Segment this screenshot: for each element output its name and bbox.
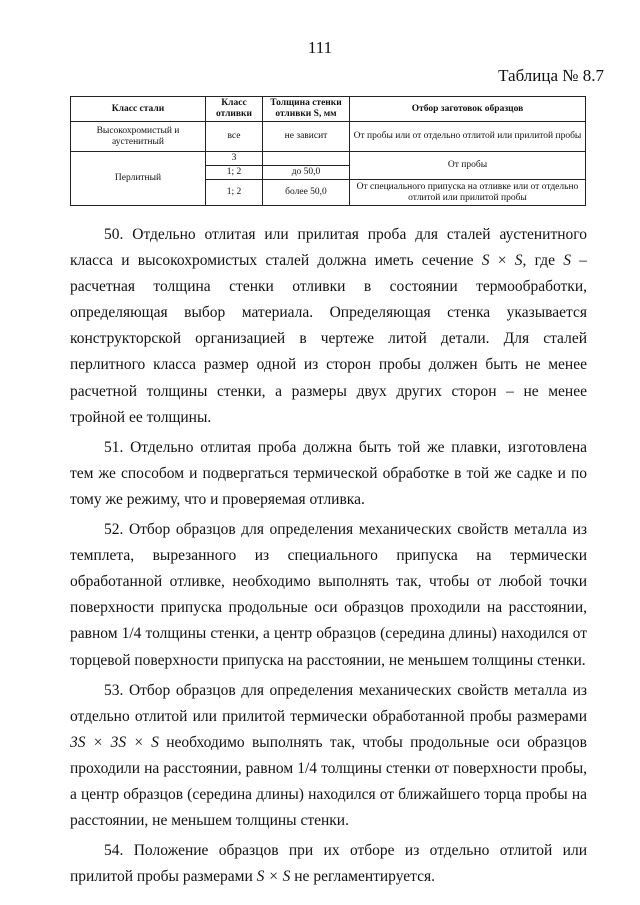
cell-casting-class: 1; 2 (206, 166, 263, 180)
math-dimensions: 3S × 3S × S (70, 733, 159, 751)
paragraph-50 (70, 222, 587, 431)
paragraph-text: необходимо выполнять так, чтобы продольные оси образцов проходили на расстоянии, равном 1/4 толщины стенки от поверхности пробы, а центр образцов (середина длины) находился от ближайшего торца пробы на расстоянии, не меньшем толщины стенки. (70, 733, 587, 830)
table-header-row (71, 97, 586, 122)
paragraph-text: , где (522, 252, 564, 270)
paragraph-text: 53. Отбор образцов для определения механических свойств металла из отдельно отлитой или прилитой термически обработанной пробы размерами (70, 681, 587, 725)
paragraph-53 (70, 678, 587, 835)
cell-sampling: От пробы (350, 152, 586, 180)
math-symbol: S (563, 252, 571, 270)
table-row (71, 122, 586, 152)
table-caption: Таблица № 8.7 (498, 66, 604, 85)
cell-thickness (263, 152, 350, 166)
math-symbol: S (514, 252, 523, 270)
body-text (70, 222, 587, 894)
cell-steel: Высокохромистый и аустенитный (71, 122, 206, 152)
cell-sampling: От пробы или от отдельно отлитой или прилитой пробы (350, 122, 586, 152)
paragraph-51: 51. Отдельно отлитая проба должна быть той же плавки, изготовлена тем же способом и подвергаться термической обработке в той же садке и по тому же режиму, что и проверяемая отливка. (70, 438, 587, 508)
cell-thickness: не зависит (263, 122, 350, 152)
header-steel-class: Класс стали (71, 97, 206, 122)
cell-sampling: От специального припуска на отливке или от отдельно отлитой или прилитой пробы (350, 180, 586, 206)
cell-steel: Перлитный (71, 152, 206, 206)
header-sampling: Отбор заготовок образцов (350, 97, 586, 122)
paragraph-52: 52. Отбор образцов для определения механических свойств металла из темплета, вырезанного из специального припуска на термически обработанной отливке, необходимо выполнять так, чтобы от любой точки поверхности припуска продольные оси образцов проходили на расстоянии, равном 1/4 толщины стенки, а центр образцов (середина длины) находился от торцевой поверхности припуска на расстоянии, не меньшем толщины стенки. (70, 521, 587, 669)
paragraph-54 (70, 838, 587, 890)
paragraph-text: 54. Положение образцов при их отборе из отдельно отлитой или прилитой пробы размерами (70, 842, 587, 886)
paragraph-text: – расчетная толщина стенки отливки в состоянии термообработки, определяющая выбор материала. Определяющая стенка указывается конструкторской организацией в чертеже литой детали. Для сталей перлитного класса размер одной из сторон пробы должен быть не менее расчетной толщины стенки, а размеры двух других сторон – не менее тройной ее толщины. (70, 252, 587, 426)
cell-casting-class: все (206, 122, 263, 152)
cell-thickness: более 50,0 (263, 180, 350, 206)
page-number: 111 (307, 38, 333, 57)
math-dimensions: S × S (256, 868, 291, 886)
specimen-table (70, 96, 586, 206)
cell-casting-class: 3 (206, 152, 263, 166)
header-wall-thickness: Толщина стенки отливки S, мм (263, 97, 350, 122)
math-symbol: S (481, 252, 490, 270)
cell-thickness: до 50,0 (263, 166, 350, 180)
table-row (71, 152, 586, 166)
math-operator: × (489, 252, 515, 270)
paragraph-text: 50. Отдельно отлитая или прилитая проба для сталей аустенитного класса и высокохромистых сталей должна иметь сечение (70, 226, 587, 270)
paragraph-text: не регламентируется. (290, 868, 435, 886)
cell-casting-class: 1; 2 (206, 180, 263, 206)
header-casting-class: Класс отливки (206, 97, 263, 122)
